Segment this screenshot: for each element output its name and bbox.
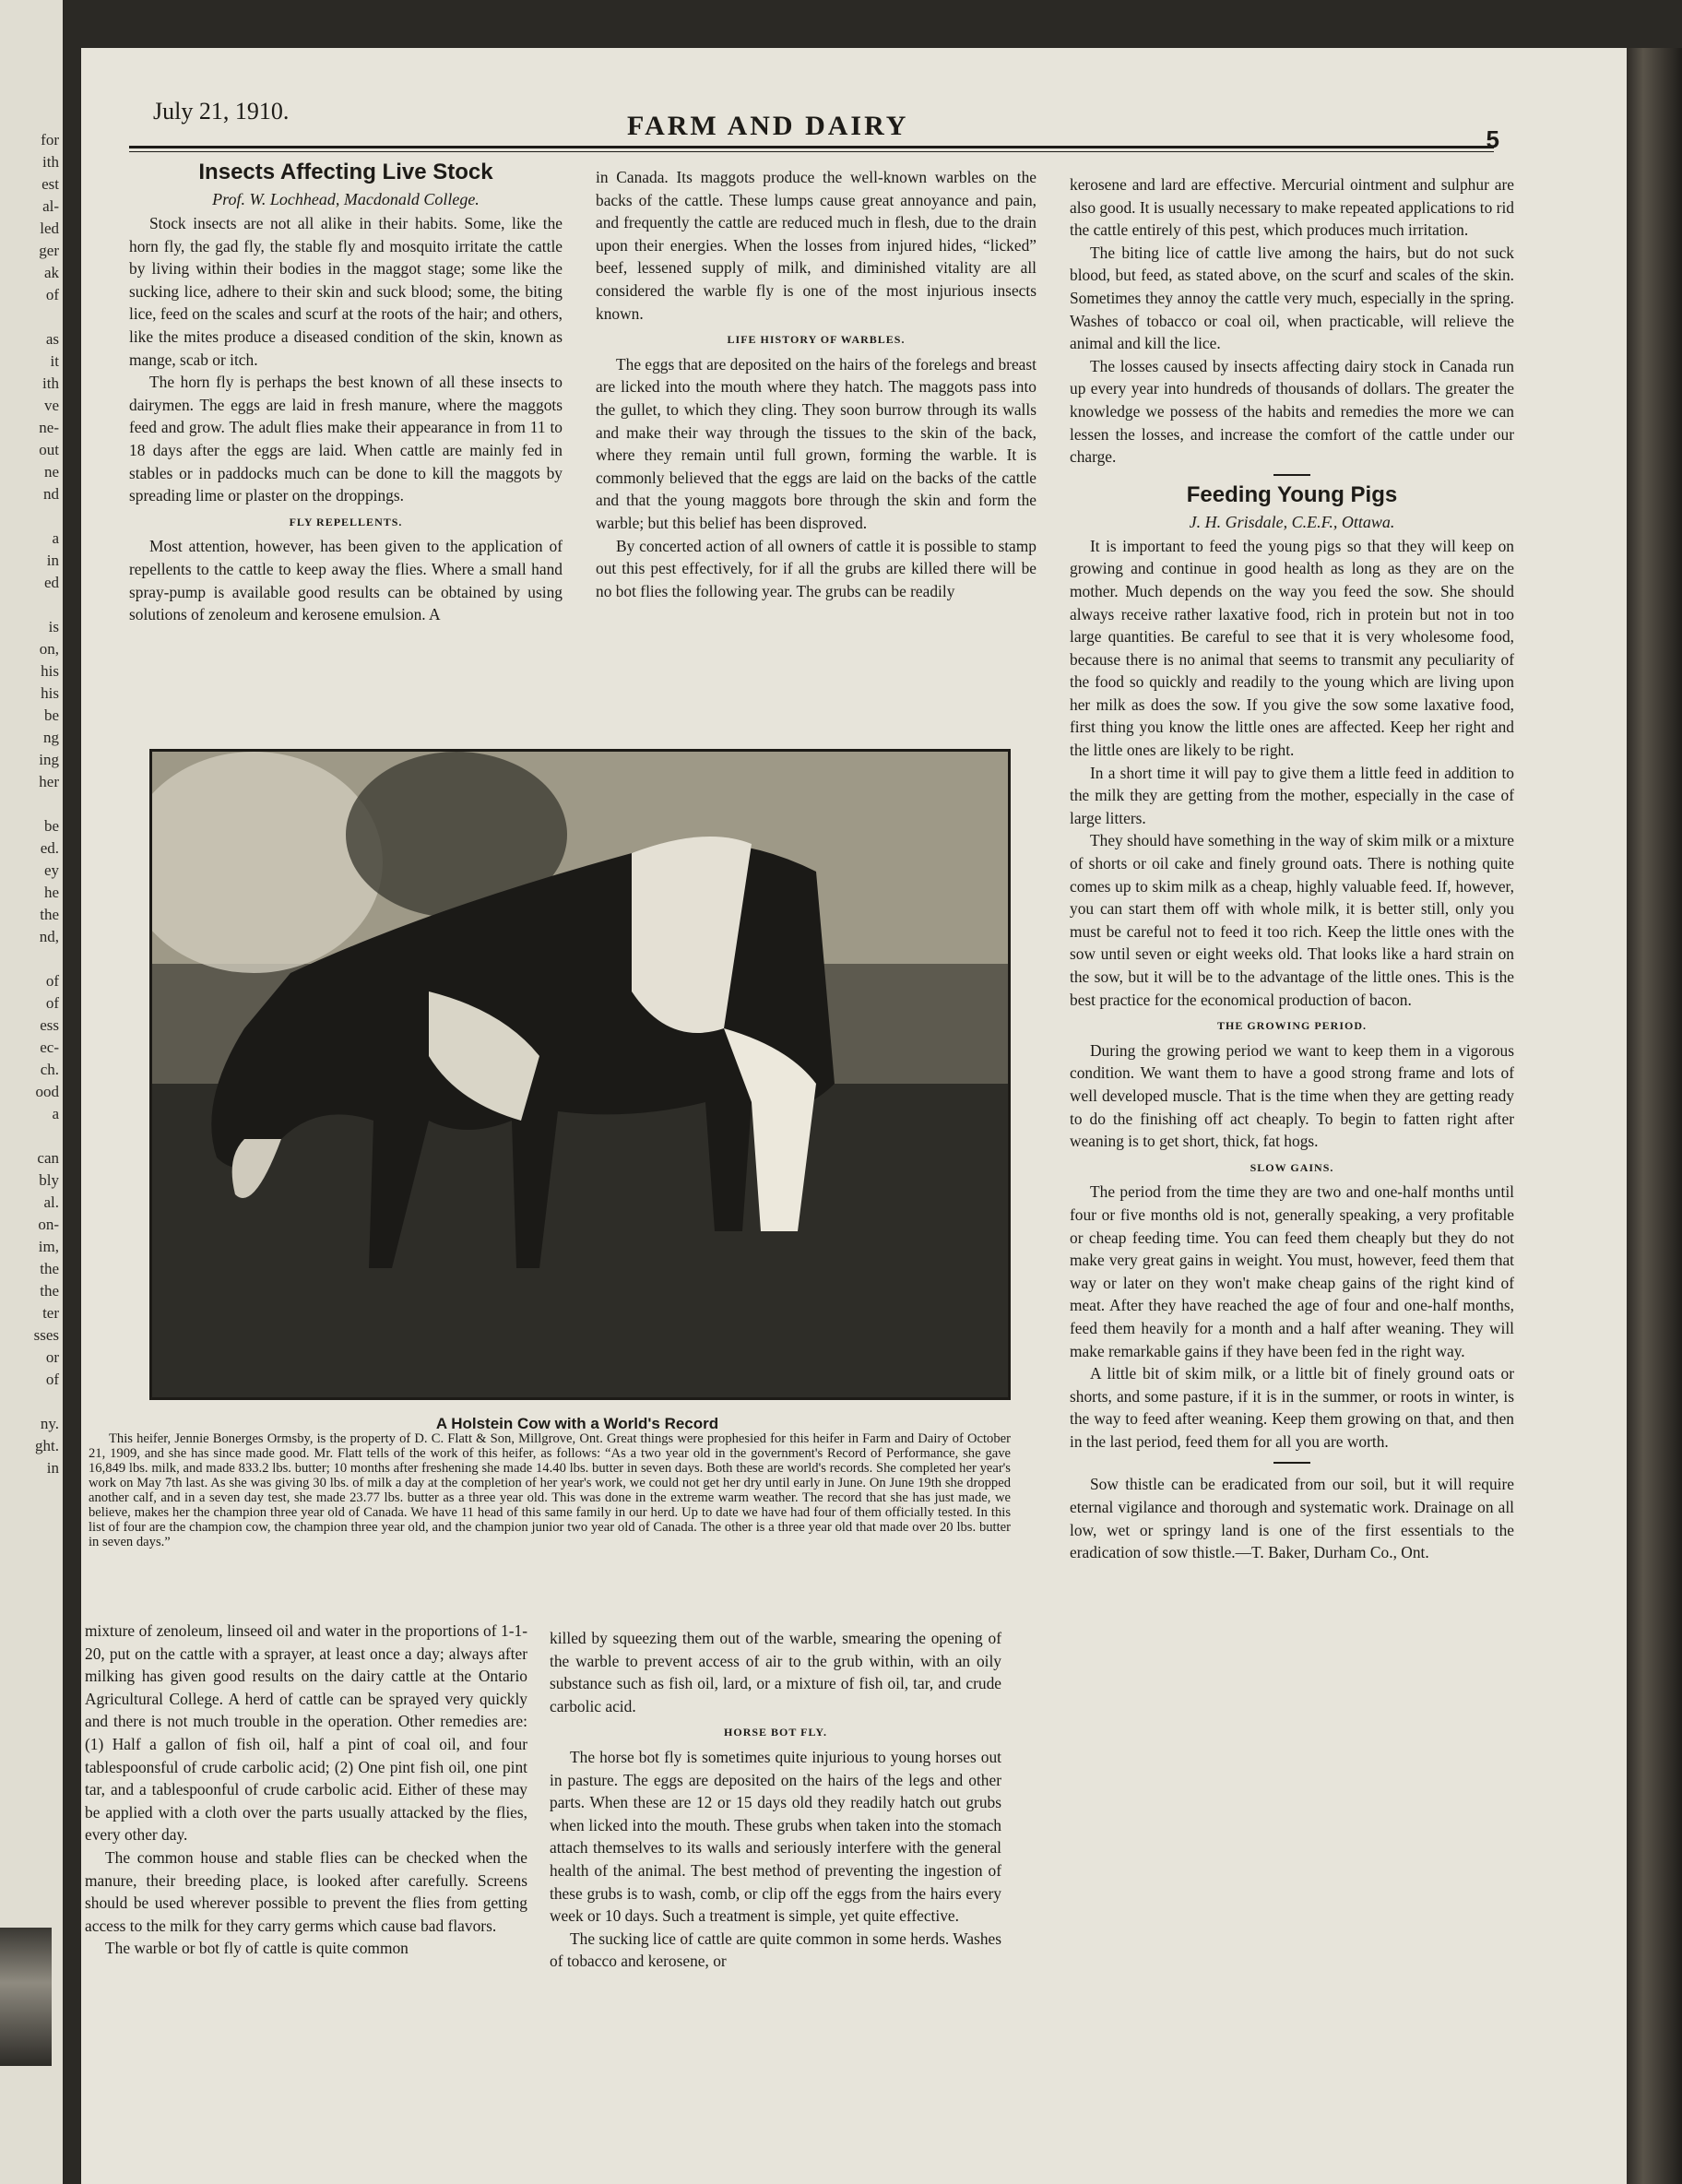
masthead <box>129 92 1499 153</box>
paragraph: During the growing period we want to keep them in a vigorous condition. We want them to have a good strong frame and lots of well developed muscle. That is the time when they are getting ready to do the finishing off act cheaply. To begin to fatten right after weaning is to get short, thick, fat hogs. <box>1070 1040 1514 1151</box>
adjacent-page-fragment: he <box>43 884 59 901</box>
paragraph: The horse bot fly is sometimes quite injurious to young horses out in pasture. The eggs are deposited on the hairs of the legs and other parts. When these are 12 or 15 days old they readily hatch out grubs when licked into the mouth. These grubs when taken into the stomach attach themselves to its walls and seriously interfere with the general health of the animal. The best method of preventing the ingestion of these grubs is to wash, comb, or clip off the eggs from the hairs every week or 10 days. Such a treatment is simple, yet quite effective. <box>550 1747 1001 1926</box>
insects-column-1 <box>129 159 563 626</box>
masthead-rule <box>129 146 1494 148</box>
adjacent-page-fragment: ith <box>42 374 59 392</box>
adjacent-page-fragment: al- <box>42 197 59 215</box>
adjacent-page-fragment: the <box>40 906 59 923</box>
issue-date: July 21, 1910. <box>153 98 290 125</box>
adjacent-page-fragment: ger <box>39 242 59 259</box>
adjacent-page-fragment: ve <box>43 397 59 414</box>
insects-headline: Insects Affecting Live Stock <box>198 160 493 184</box>
adjacent-page-fragment: ng <box>43 729 59 746</box>
adjacent-page-fragment: on, <box>39 640 59 658</box>
paragraph: By concerted action of all owners of cattle it is possible to stamp out this pest effectively, for if all the grubs are killed there will be no bot flies the following year. The grubs can be readily <box>596 536 1036 600</box>
paragraph: The period from the time they are two and one-half months until four or five months old is not, generally speaking, a very profitable or cheap feeding time. You can feed them cheaply but they do not make very great gains in weight. You must, however, feed them that way or later on they won't make cheap gains of the right kind of meat. After they have reached the age of four and one-half months, feed them heavily for a month and a half after weaning. They will make remarkable gains if they have been fed in the right way. <box>1070 1182 1514 1360</box>
adjacent-page-fragment: ith <box>42 153 59 171</box>
adjacent-page-fragment: sses <box>33 1326 59 1344</box>
adjacent-page-fragment: it <box>50 352 59 370</box>
adjacent-page-fragment: ess <box>40 1016 59 1034</box>
cow-illustration <box>152 752 1008 1397</box>
adjacent-page-fragment: can <box>37 1149 59 1167</box>
paragraph: killed by squeezing them out of the warble, smearing the opening of the warble to prevent access of air to the grub within, with an oily substance such as fish oil, lard, or a mixture of fish oil, tar, and crude carbolic acid. <box>550 1629 1001 1715</box>
adjacent-page-fragment: of <box>45 994 59 1012</box>
adjacent-page-fragment: out <box>39 441 59 458</box>
divider <box>1273 474 1310 476</box>
paragraph: They should have something in the way of skim milk or a mixture of shorts or oil cake and finely ground oats. There is nothing quite comes up to skim milk as a cheap, highly valuable feed. If, however, you can start them off with whole milk, it is better still, only you must be careful not to feed it too rich. Keep the little ones with the sow until seven or eight weeks old. That looks like a hard strain on the sow, but it will be to the advantage of the little ones. This is the best practice for the economical production of bacon. <box>1070 831 1514 1009</box>
adjacent-page-fragment: ne <box>43 463 59 481</box>
sow-thistle-note: Sow thistle can be eradicated from our soil, but it will require eternal vigilance and thorough and systematic work. Drainage on all low, wet or springy land is one of the first essentials to the eradication of sow thistle.—T. Baker, Durham Co., Ont. <box>1070 1475 1514 1562</box>
paragraph: The losses caused by insects affecting dairy stock in Canada run up every year into hundreds of thousands of dollars. The greater the knowledge we possess of the habits and remedies the more we can lessen the losses, and increase the comfort of the cattle under our charge. <box>1070 356 1514 467</box>
adjacent-page-fragment: im, <box>38 1238 59 1255</box>
adjacent-page-fragment: of <box>45 1371 59 1388</box>
paragraph: The biting lice of cattle live among the hairs, but do not suck blood, but feed, as stated above, on the scurf and scales of the skin. Sometimes they annoy the cattle very much, especially in the spring. Washes of tobacco or coal oil, when practicable, will relieve the animal and kill the lice. <box>1070 243 1514 353</box>
adjacent-page-strip <box>0 0 63 2184</box>
adjacent-page-fragment: of <box>45 972 59 990</box>
pigs-headline: Feeding Young Pigs <box>1186 481 1398 507</box>
paragraph: Stock insects are not all alike in their habits. Some, like the horn fly, the gad fly, the stable fly and mosquito irritate the cattle by living within their bodies in the maggot stage; some like the sucking lice, adhere to their skin and suck blood; some, the biting lice, feed on the scales and scurf at the roots of the hair; and others, like the mites produce a diseased condition of the skin, known as mange, scab or itch. <box>129 214 563 369</box>
adjacent-page-fragment: al. <box>43 1193 59 1211</box>
subheading-fly-repellents: FLY REPELLENTS. <box>289 515 403 528</box>
adjacent-page-fragment: his <box>41 684 59 702</box>
paragraph: A little bit of skim milk, or a little bit of finely ground oats or shorts, and some pasture, if it is in the summer, or roots in winter, is the way to feed after weaning. Keep them growing on that, and then in the last period, feed them for all you are worth. <box>1070 1364 1514 1451</box>
divider <box>1273 1462 1310 1464</box>
adjacent-page-fragment: in <box>46 552 59 569</box>
adjacent-page-fragment: in <box>46 1459 59 1477</box>
adjacent-page-fragment: for <box>41 131 59 148</box>
adjacent-page-fragment: a <box>52 529 59 547</box>
subheading-growing-period: THE GROWING PERIOD. <box>1216 1019 1367 1033</box>
adjacent-page-fragment: his <box>41 662 59 680</box>
adjacent-page-fragment: ood <box>35 1083 59 1100</box>
adjacent-page-fragment: ny. <box>40 1415 59 1432</box>
caption-text: This heifer, Jennie Bonerges Ormsby, is the property of D. C. Flatt & Son, Millgrove, Ont. Great things were prophesied for this heifer in Farm and Dairy of October 21, 1909, and she has since made good. Mr. Flatt tells of the work of this heifer, as follows: “As a two year old in the government's Record of Performance, she gave 16,849 lbs. milk, and made 833.2 lbs. butter; 10 months after freshening she made 14.40 lbs. butter in seven days. Both these are world's records. She completed her year's work on May 7th last. As she was giving 30 lbs. of milk a day at the completion of her year's work, we could not get her dry until early in June. On June 19th she dropped another calf, and in a seven day test, she made 23.77 lbs. butter as a three year old. This was done in the extreme warm weather. The record that she has just made, we believe, makes her the champion three year old of Canada. We have 11 head of this same family in our herd. Up to date we have had four of them officially tested. In this list of four are the champion cow, the champion three year old, and the champion junior two year old of Canada. The other is a three year old that made over 20 lbs. butter in seven days.” <box>89 1431 1011 1549</box>
paper-name: FARM AND DAIRY <box>627 111 909 141</box>
adjacent-page-fragment: nd, <box>39 928 59 945</box>
cow-photograph <box>149 749 1011 1400</box>
adjacent-page-fragment: ght. <box>35 1437 59 1454</box>
page-number: 5 <box>1486 125 1499 153</box>
paragraph: The horn fly is perhaps the best known of all these insects to dairymen. The eggs are laid in fresh manure, where the maggots feed and grow. The adult flies make their appearance in from 11 to 18 days after the eggs are laid. When cattle are mainly fed in stables or in paddocks much can be done to kill the maggots by spreading lime or plaster on the droppings. <box>129 373 563 505</box>
insects-bottom-column-1 <box>85 1620 527 1960</box>
photo-title: A Holstein Cow with a World's Record <box>435 1415 719 1432</box>
adjacent-page-fragment: led <box>40 220 59 237</box>
paragraph: The sucking lice of cattle are quite common in some herds. Washes of tobacco and kerosene, or <box>550 1929 1001 1971</box>
adjacent-page-fragment: nd <box>43 485 59 503</box>
adjacent-page-fragment: of <box>45 286 59 303</box>
masthead-rule-thin <box>129 151 1494 152</box>
adjacent-page-fragment: ey <box>43 861 59 879</box>
adjacent-page-fragment: a <box>52 1105 59 1122</box>
paragraph: The warble or bot fly of cattle is quite common <box>105 1939 409 1958</box>
paragraph: in Canada. Its maggots produce the well-known warbles on the backs of the cattle. These lumps cause great annoyance and pain, and frequently the cattle are reduced much in flesh, due to the drain upon their energies. When the losses from injured hides, “licked” beef, lessened supply of milk, and diminished vitality are all considered the warble fly is one of the most injurious insects known. <box>596 168 1036 323</box>
subheading-life-history: LIFE HISTORY OF WARBLES. <box>727 333 906 347</box>
binding-spine <box>1627 48 1682 2184</box>
pigs-byline: J. H. Grisdale, C.E.F., Ottawa. <box>1189 512 1395 531</box>
paragraph: The common house and stable flies can be checked when the manure, their breeding place, is looked after carefully. Screens should be used wherever possible to prevent the flies from getting access to the milk for they carry germs which cause bad flavors. <box>85 1847 527 1935</box>
paragraph: The eggs that are deposited on the hairs of the forelegs and breast are licked into the mouth where they hatch. The maggots pass into the gullet, to which they cling. They soon burrow through its walls and make their way through the tissues to the skin of the back, where they remain until full grown, forming the warble. It is commonly believed that the eggs are laid on the backs of the cattle and that the young maggots bore through the skin and form the warble; but this belief has been disproved. <box>596 354 1036 532</box>
adjacent-page-fragment: the <box>40 1282 59 1300</box>
subheading-horse-bot-fly: HORSE BOT FLY. <box>724 1726 827 1739</box>
paragraph: Most attention, however, has been given to the application of repellents to the cattle to keep away the flies. Where a small hand spray-pump is available good results can be obtained by using solutions of zenoleum and kerosene emulsion. A <box>129 537 563 624</box>
adjacent-page-fragment: bly <box>39 1171 59 1189</box>
insects-bottom-column-2 <box>550 1627 1001 1973</box>
adjacent-page-fragment: ec- <box>40 1039 59 1056</box>
adjacent-page-fragment: be <box>43 817 59 835</box>
adjacent-page-fragment: is <box>48 618 59 635</box>
paragraph: kerosene and lard are effective. Mercurial ointment and sulphur are also good. It is usually necessary to make repeated applications to rid the cattle entirely of this pest, which produces much irritation. <box>1070 175 1514 240</box>
paragraph: In a short time it will pay to give them a little feed in addition to the milk they are getting from the mother, especially in the case of large litters. <box>1070 763 1514 827</box>
column-3 <box>1070 173 1514 1564</box>
adjacent-page-fragment: ak <box>43 264 59 281</box>
adjacent-page-fragment: ter <box>42 1304 59 1322</box>
paragraph: mixture of zenoleum, linseed oil and water in the proportions of 1-1-20, put on the cattle with a sprayer, at least once a day; always after milking has given good results on the dairy cattle at the Ontario Agricultural College. A herd of cattle can be sprayed very quickly and there is not much trouble in the operation. Other remedies are: (1) Half a gallon of fish oil, half a pint of coal oil, and four tablespoonsful of crude carbolic acid; (2) One pint fish oil, one pint tar, and a tablespoonful of crude carbolic acid. Either of these may be applied with a cloth over the parts usually attacked by the flies, every other day. <box>85 1621 527 1845</box>
adjacent-page-fragment: ed. <box>40 839 59 857</box>
adjacent-page-fragment: ch. <box>40 1061 59 1078</box>
adjacent-page-fragment: as <box>45 330 59 348</box>
adjacent-page-fragment: or <box>45 1348 59 1366</box>
adjacent-page-fragment: ne- <box>39 419 59 436</box>
subheading-slow-gains: SLOW GAINS. <box>1250 1160 1334 1174</box>
adjacent-page-fragment: on- <box>38 1216 59 1233</box>
paragraph: It is important to feed the young pigs so that they will keep on growing and continue in good health as long as they are on the mother. Much depends on the way you feed the sow. She should always receive rather laxative food, rich in protein but not in too large quantities. Be careful to see that it is very wholesome food, because there is no animal that seems to transmit any peculiarity of the food so quickly and readily to the young which are living upon her milk as does the sow. If you give the sow some laxative food, first thing you know the little ones are affected. Keep her right and the little ones are likely to be right. <box>1070 536 1514 760</box>
adjacent-page-photo <box>0 1928 52 2066</box>
adjacent-page-fragment: ing <box>39 751 59 768</box>
adjacent-page-fragment: her <box>39 773 59 790</box>
insects-column-2 <box>596 166 1036 602</box>
adjacent-page-fragment: ed <box>43 574 59 591</box>
adjacent-page-fragment: the <box>40 1260 59 1277</box>
adjacent-page-fragment: est <box>41 175 59 193</box>
photo-caption <box>89 1431 1011 1549</box>
adjacent-page-fragment: be <box>43 706 59 724</box>
insects-byline: Prof. W. Lochhead, Macdonald College. <box>212 190 480 208</box>
